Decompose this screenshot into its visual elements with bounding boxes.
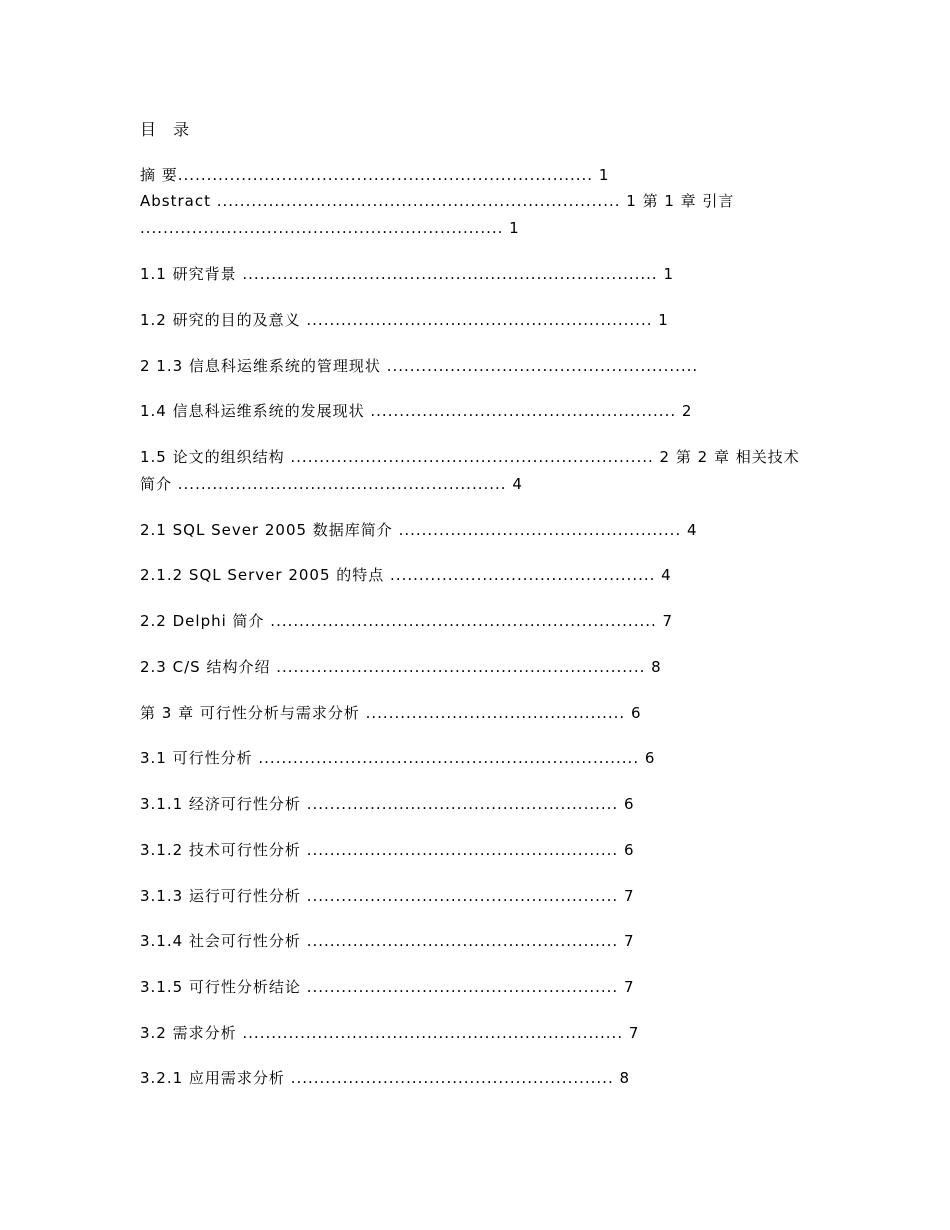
toc-entry: 3.2 需求分析 .................................................................. 7: [140, 1024, 640, 1042]
toc-title: 目 录: [140, 120, 196, 139]
toc-entry: 1.5 论文的组织结构 ............................................................... 2 第 2 章 相关技术: [140, 448, 800, 466]
toc-entry: Abstract ...................................................................... 1 第 1 章 引言: [140, 192, 735, 210]
toc-entry: 1.4 信息科运维系统的发展现状 ..................................................... 2: [140, 402, 693, 420]
toc-entry: 简介 ......................................................... 4: [140, 475, 523, 493]
toc-entry: ............................................................... 1: [140, 219, 520, 237]
toc-entry: 2.2 Delphi 简介 ................................................................... 7: [140, 612, 674, 630]
toc-entry: 3.2.1 应用需求分析 ........................................................ 8: [140, 1069, 631, 1087]
toc-entry: 3.1 可行性分析 .................................................................. 6: [140, 749, 656, 767]
toc-entry: 1.2 研究的目的及意义 ............................................................ 1: [140, 311, 669, 329]
toc-entry: 2 1.3 信息科运维系统的管理现状 ......................................................: [140, 357, 699, 375]
toc-entry: 2.1 SQL Sever 2005 数据库简介 ................................................. 4: [140, 521, 698, 539]
toc-entry: 3.1.4 社会可行性分析 ...................................................... 7: [140, 932, 635, 950]
toc-entry: 3.1.2 技术可行性分析 ...................................................... 6: [140, 841, 635, 859]
toc-entry: 摘 要........................................................................ 1: [140, 166, 610, 184]
toc-entry: 3.1.1 经济可行性分析 ...................................................... 6: [140, 795, 635, 813]
toc-entry: 1.1 研究背景 ........................................................................ 1: [140, 265, 675, 283]
toc-entry: 2.3 C/S 结构介绍 ................................................................ 8: [140, 658, 662, 676]
toc-entry: 2.1.2 SQL Server 2005 的特点 .............................................. 4: [140, 566, 672, 584]
toc-entry: 第 3 章 可行性分析与需求分析 ............................................. 6: [140, 704, 642, 722]
toc-entry: 3.1.3 运行可行性分析 ...................................................... 7: [140, 887, 635, 905]
toc-entry: 3.1.5 可行性分析结论 ...................................................... 7: [140, 978, 635, 996]
